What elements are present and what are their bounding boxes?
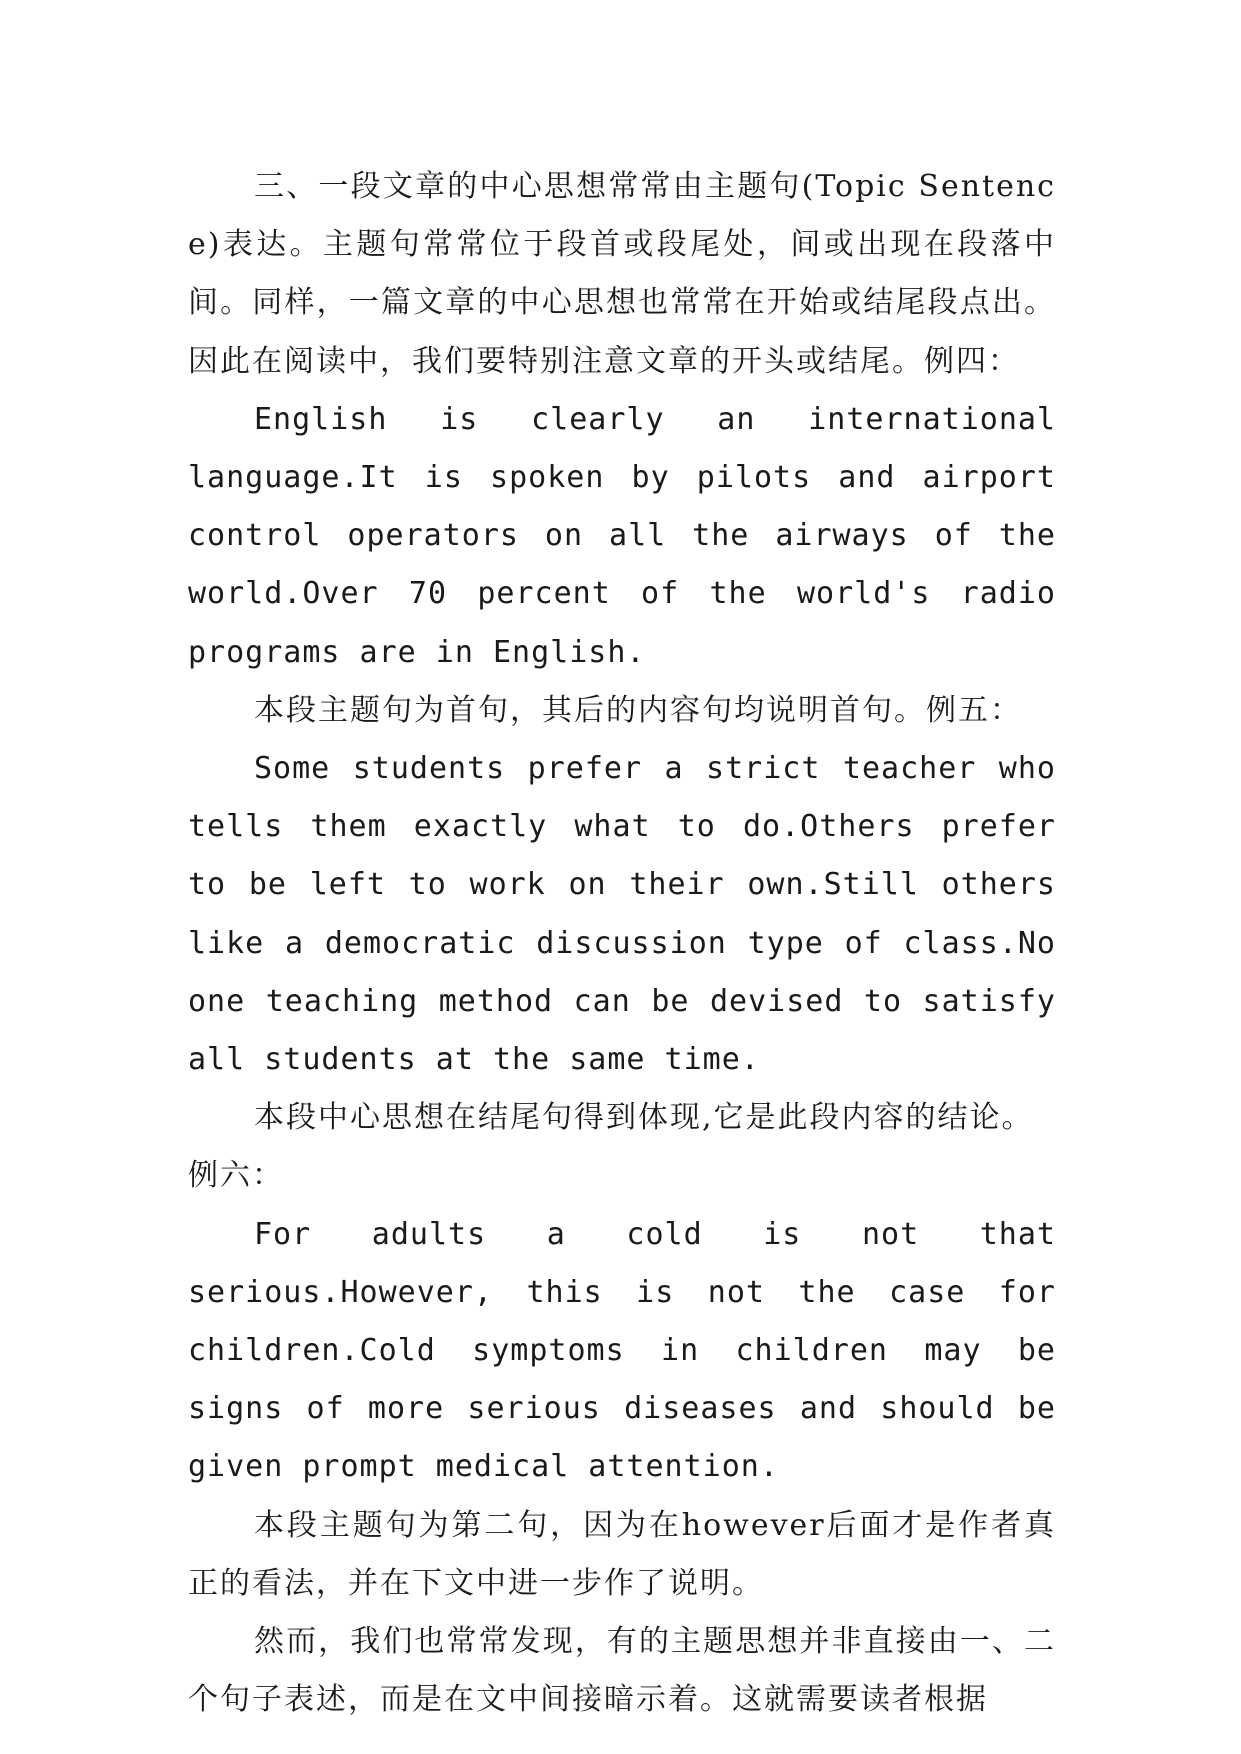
paragraph-implied-topic: 然而，我们也常常发现，有的主题思想并非直接由一、二个句子表述，而是在文中间接暗示着。这就需要读者根据: [188, 1624, 1056, 1718]
paragraph-example-six-note: 本段主题句为第二句，因为在however后面才是作者真正的看法，并在下文中进一步作了说明。: [188, 1507, 1056, 1601]
paragraph-topic-sentence-intro: 三、一段文章的中心思想常常由主题句(Topic Sentence)表达。主题句常常位于段首或段尾处，间或出现在段落中间。同样，一篇文章的中心思想也常常在开始或结尾段点出。因此在阅读中，我们要特别注意文章的开头或结尾。例四：: [188, 169, 1056, 379]
paragraph-example-five: Some students prefer a strict teacher who tells them exactly what to do.Others prefer to be left to work on their own.Still others like a democratic discussion type of class.No one teaching method can be devised to satisfy all students at the same time.: [188, 751, 1056, 1078]
paragraph-example-four: English is clearly an international language.It is spoken by pilots and airport control operators on all the airways of the world.Over 70 percent of the world's radio programs are in English.: [188, 401, 1056, 670]
paragraph-example-five-note: 本段中心思想在结尾句得到体现,它是此段内容的结论。: [254, 1100, 1034, 1136]
paragraph-example-four-note: 本段主题句为首句，其后的内容句均说明首句。例五：: [254, 692, 1022, 728]
paragraph-example-six-label: 例六：: [188, 1158, 284, 1194]
document-body: [188, 158, 1056, 1729]
paragraph-example-six: For adults a cold is not that serious.However, this is not the case for children.Cold symptoms in children may be signs of more serious diseases and should be given prompt medical attention.: [188, 1216, 1056, 1485]
